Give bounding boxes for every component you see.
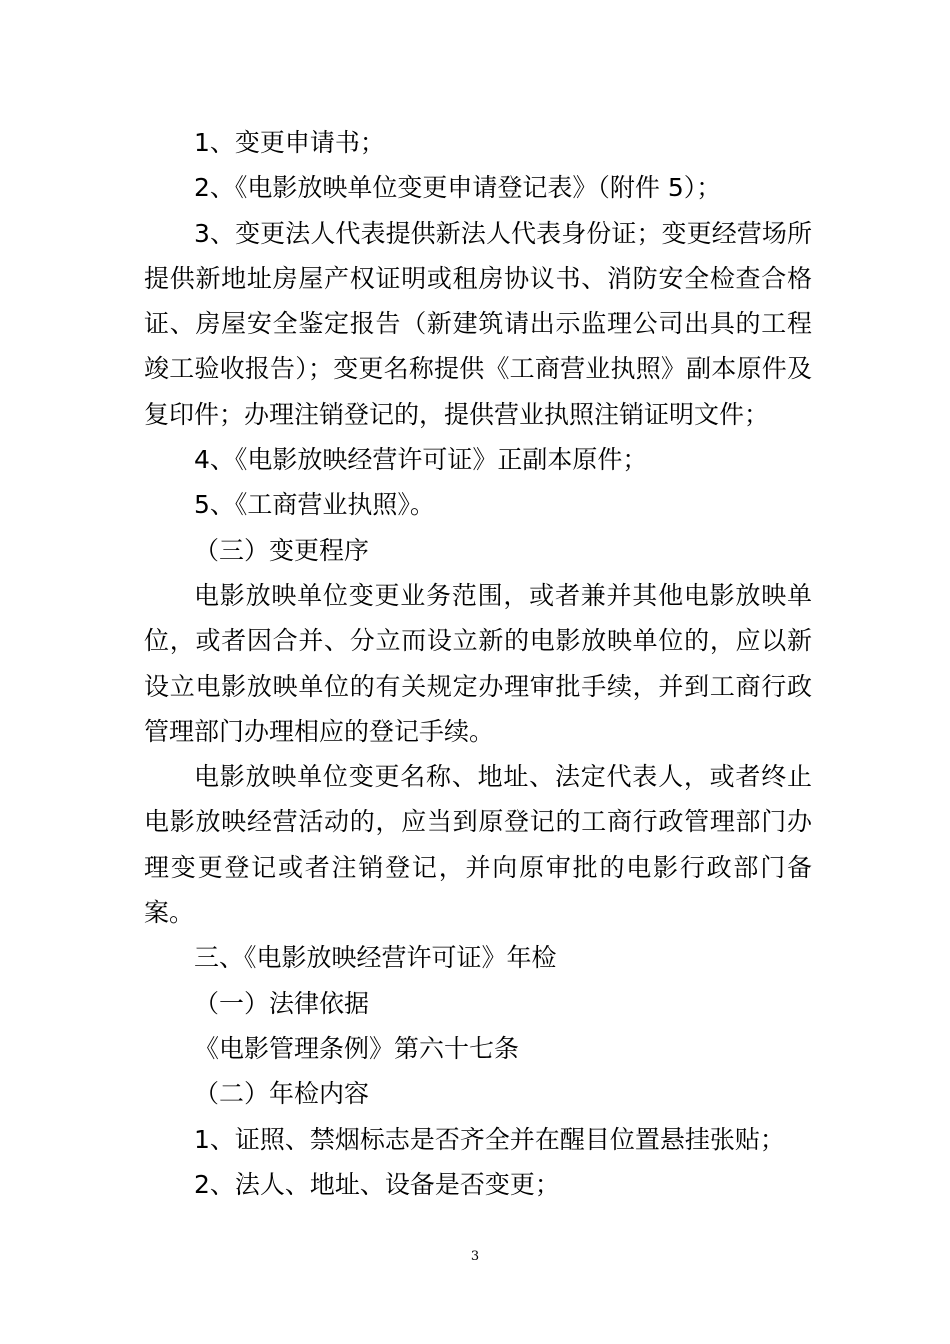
list-item-license-originals: 4、《电影放映经营许可证》正副本原件；: [194, 445, 648, 475]
list-item-supporting-documents: 3、变更法人代表提供新法人代表身份证；变更经营场所提供新地址房屋产权证明或租房协议书、消防安全检查合格证、房屋安全鉴定报告（新建筑请出示监理公司出具的工程竣工验收报告）；变更名称提供《工商营业执照》副本原件及复印件；办理注销登记的，提供营业执照注销证明文件；: [144, 218, 812, 429]
list-item-signage-check: 1、证照、禁烟标志是否齐全并在醒目位置悬挂张贴；: [194, 1124, 785, 1154]
paragraph-legal-reference: 《电影管理条例》第六十七条: [194, 1033, 520, 1063]
page-number: 3: [470, 1249, 480, 1264]
paragraph-name-address-change: 电影放映单位变更名称、地址、法定代表人，或者终止电影放映经营活动的，应当到原登记的工商行政管理部门办理变更登记或者注销登记，并向原审批的电影行政部门备案。: [144, 762, 812, 928]
list-item-business-license: 5、《工商营业执照》。: [194, 490, 435, 520]
list-item-change-registration-form: 2、《电影放映单位变更申请登记表》（附件 5）；: [194, 173, 722, 203]
list-item-change-check: 2、法人、地址、设备是否变更；: [194, 1169, 560, 1199]
subheading-inspection-content: （二）年检内容: [194, 1079, 370, 1109]
paragraph-scope-change: 电影放映单位变更业务范围，或者兼并其他电影放映单位，或者因合并、分立而设立新的电影放映单位的，应以新设立电影放映单位的有关规定办理审批手续，并到工商行政管理部门办理相应的登记手续。: [144, 580, 812, 746]
subheading-legal-basis: （一）法律依据: [194, 988, 370, 1018]
section-heading-change-procedure: （三）变更程序: [194, 535, 370, 565]
list-item-change-application: 1、变更申请书；: [194, 128, 385, 157]
section-heading-annual-inspection: 三、《电影放映经营许可证》年检: [194, 943, 557, 973]
document-body: [144, 120, 812, 1207]
